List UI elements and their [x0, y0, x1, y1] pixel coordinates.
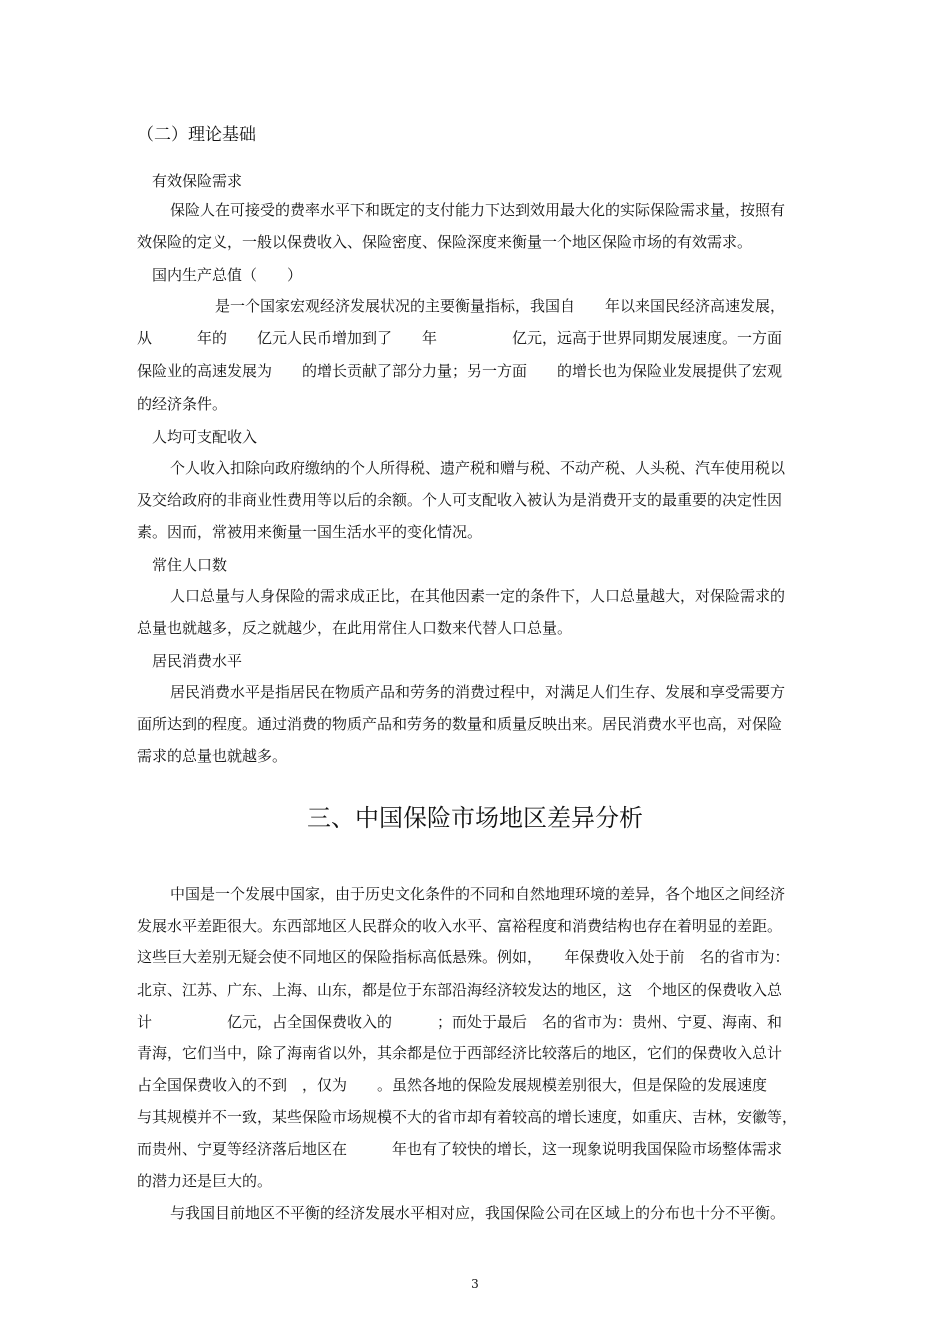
paragraph-line: 与其规模并不一致，某些保险市场规模不大的省市却有着较高的增长速度，如重庆、吉林，安徽等， — [137, 1108, 798, 1126]
chapter-heading: 三、中国保险市场地区差异分析 — [307, 804, 643, 832]
paragraph-line: 从 年的 亿元人民币增加到了 年 亿元，远高于世界同期发展速度。一方面 — [137, 329, 783, 347]
paragraph-line: 计 亿元，占全国保费收入的 ；而处于最后 名的省市为：贵州、宁夏、海南、和 — [137, 1013, 783, 1031]
paragraph-line: 的潜力还是巨大的。 — [137, 1172, 273, 1190]
paragraph-line: 面所达到的程度。通过消费的物质产品和劳务的数量和质量反映出来。居民消费水平也高，对保险 — [137, 715, 783, 733]
subsection-title-consumption: 居民消费水平 — [152, 652, 243, 670]
subsection-title-disposable-income: 人均可支配收入 — [152, 428, 258, 446]
paragraph-line: 这些巨大差别无疑会使不同地区的保险指标高低悬殊。例如， 年保费收入处于前 名的省市为： — [137, 948, 790, 966]
paragraph-line: 青海，它们当中，除了海南省以外，其余都是位于西部经济比较落后的地区，它们的保费收入总计 — [137, 1044, 783, 1062]
paragraph-line: 而贵州、宁夏等经济落后地区在 年也有了较快的增长，这一现象说明我国保险市场整体需求 — [137, 1140, 783, 1158]
subsection-title-gdp: 国内生产总值（ ） — [152, 266, 303, 284]
section-heading: （二）理论基础 — [137, 125, 256, 145]
paragraph-line: 个人收入扣除向政府缴纳的个人所得税、遗产税和赠与税、不动产税、人头税、汽车使用税以 — [170, 459, 786, 477]
paragraph-line: 发展水平差距很大。东西部地区人民群众的收入水平、富裕程度和消费结构也存在着明显的差距。 — [137, 917, 783, 935]
paragraph-line: 是一个国家宏观经济发展状况的主要衡量指标，我国自 年以来国民经济高速发展， — [170, 297, 786, 315]
page-number: 3 — [471, 1277, 479, 1291]
paragraph-line: 中国是一个发展中国家，由于历史文化条件的不同和自然地理环境的差异，各个地区之间经济 — [170, 885, 786, 903]
paragraph-line: 占全国保费收入的不到 ，仅为 。虽然各地的保险发展规模差别很大，但是保险的发展速度 — [137, 1076, 768, 1094]
subsection-title-population: 常住人口数 — [152, 556, 228, 574]
paragraph-line: 的经济条件。 — [137, 395, 228, 413]
paragraph-line: 与我国目前地区不平衡的经济发展水平相对应，我国保险公司在区域上的分布也十分不平衡。 — [170, 1204, 786, 1222]
paragraph-line: 效保险的定义，一般以保费收入、保险密度、保险深度来衡量一个地区保险市场的有效需求。 — [137, 233, 753, 251]
paragraph-line: 总量也就越多，反之就越少，在此用常住人口数来代替人口总量。 — [137, 619, 573, 637]
paragraph-line: 素。因而，常被用来衡量一国生活水平的变化情况。 — [137, 523, 483, 541]
paragraph-line: 保险业的高速发展为 的增长贡献了部分力量；另一方面 的增长也为保险业发展提供了宏观 — [137, 362, 783, 380]
paragraph-line: 保险人在可接受的费率水平下和既定的支付能力下达到效用最大化的实际保险需求量，按照有 — [170, 201, 786, 219]
paragraph-line: 北京、江苏、广东、上海、山东，都是位于东部沿海经济较发达的地区，这 个地区的保费收入总 — [137, 981, 783, 999]
paragraph-line: 及交给政府的非商业性费用等以后的余额。个人可支配收入被认为是消费开支的最重要的决定性因 — [137, 491, 783, 509]
paragraph-line: 需求的总量也就越多。 — [137, 747, 288, 765]
paragraph-line: 人口总量与人身保险的需求成正比，在其他因素一定的条件下，人口总量越大，对保险需求的 — [170, 587, 786, 605]
paragraph-line: 居民消费水平是指居民在物质产品和劳务的消费过程中，对满足人们生存、发展和享受需要方 — [170, 683, 786, 701]
subsection-title-effective-demand: 有效保险需求 — [152, 172, 243, 190]
